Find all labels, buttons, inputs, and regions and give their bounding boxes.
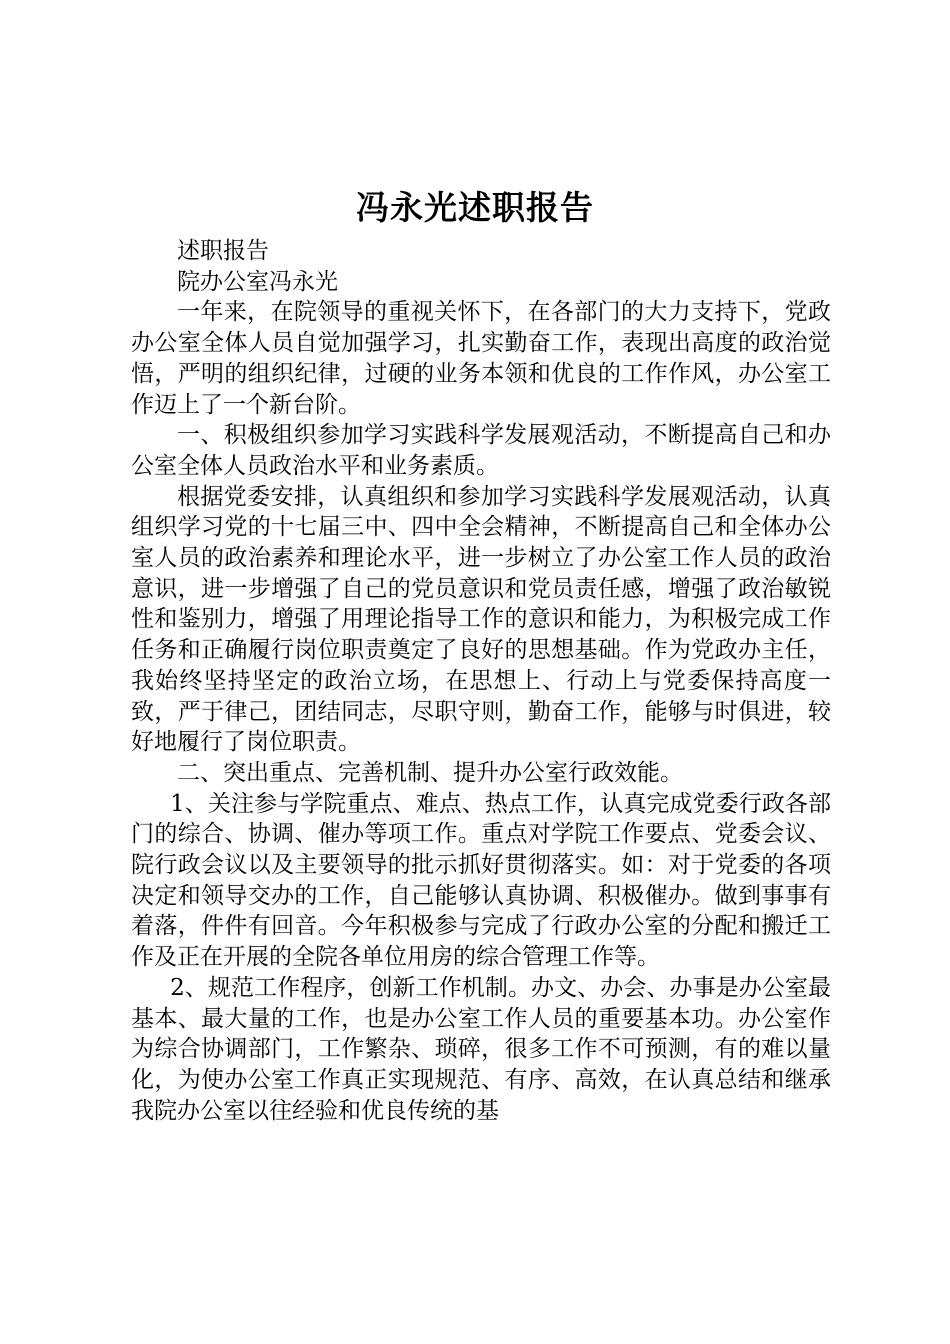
paragraph-heading: 述职报告 (177, 238, 269, 264)
paragraph-study: 根据党委安排，认真组织和参加学习实践科学发展观活动，认真组织学习党的十七届三中、四中全会精神，不断提高自己和全体办公室人员的政治素养和理论水平，进一步树立了办公室工作人员的政治意识，进一步增强了自己的党员意识和党员责任感，增强了政治敏锐性和鉴别力，增强了用理论指导工作的意识和能力，为积极完成工作任务和正确履行岗位职责奠定了良好的思想基础。作为党政办主任，我始终坚持坚定的政治立场，在思想上、行动上与党委保持高度一致，严于律己，团结同志，尽职守则，勤奋工作，能够与时俱进，较好地履行了岗位职责。 (131, 483, 831, 756)
paragraph-section-2: 二、突出重点、完善机制、提升办公室行政效能。 (177, 759, 683, 786)
paragraph-item-2: 2、规范工作程序，创新工作机制。办文、办会、办事是办公室最基本、最大量的工作，也是办公室工作人员的重要基本功。办公室作为综合协调部门，工作繁杂、琐碎，很多工作不可预测，有的难以量化，为使办公室工作真正实现规范、有序、高效，在认真总结和继承我院办公室以往经验和优良传统的基 (131, 974, 831, 1124)
document-body (131, 236, 831, 1126)
document-title: 冯永光述职报告 (356, 188, 594, 227)
paragraph-intro: 一年来，在院领导的重视关怀下，在各部门的大力支持下，党政办公室全体人员自觉加强学习，扎实勤奋工作，表现出高度的政治觉悟，严明的组织纪律，过硬的业务本领和优良的工作作风，办公室工作迈上了一个新台阶。 (131, 299, 831, 418)
paragraph-item-1: 1、关注参与学院重点、难点、热点工作，认真完成党委行政各部门的综合、协调、催办等项工作。重点对学院工作要点、党委会议、院行政会议以及主要领导的批示抓好贯彻落实。如：对于党委的各项决定和领导交办的工作，自己能够认真协调、积极催办。做到事事有着落，件件有回音。今年积极参与完成了行政办公室的分配和搬迁工作及正在开展的全院各单位用房的综合管理工作等。 (131, 790, 831, 971)
paragraph-author: 院办公室冯永光 (177, 268, 338, 295)
paragraph-section-1: 一、积极组织参加学习实践科学发展观活动，不断提高自己和办公室全体人员政治水平和业务素质。 (131, 422, 831, 479)
